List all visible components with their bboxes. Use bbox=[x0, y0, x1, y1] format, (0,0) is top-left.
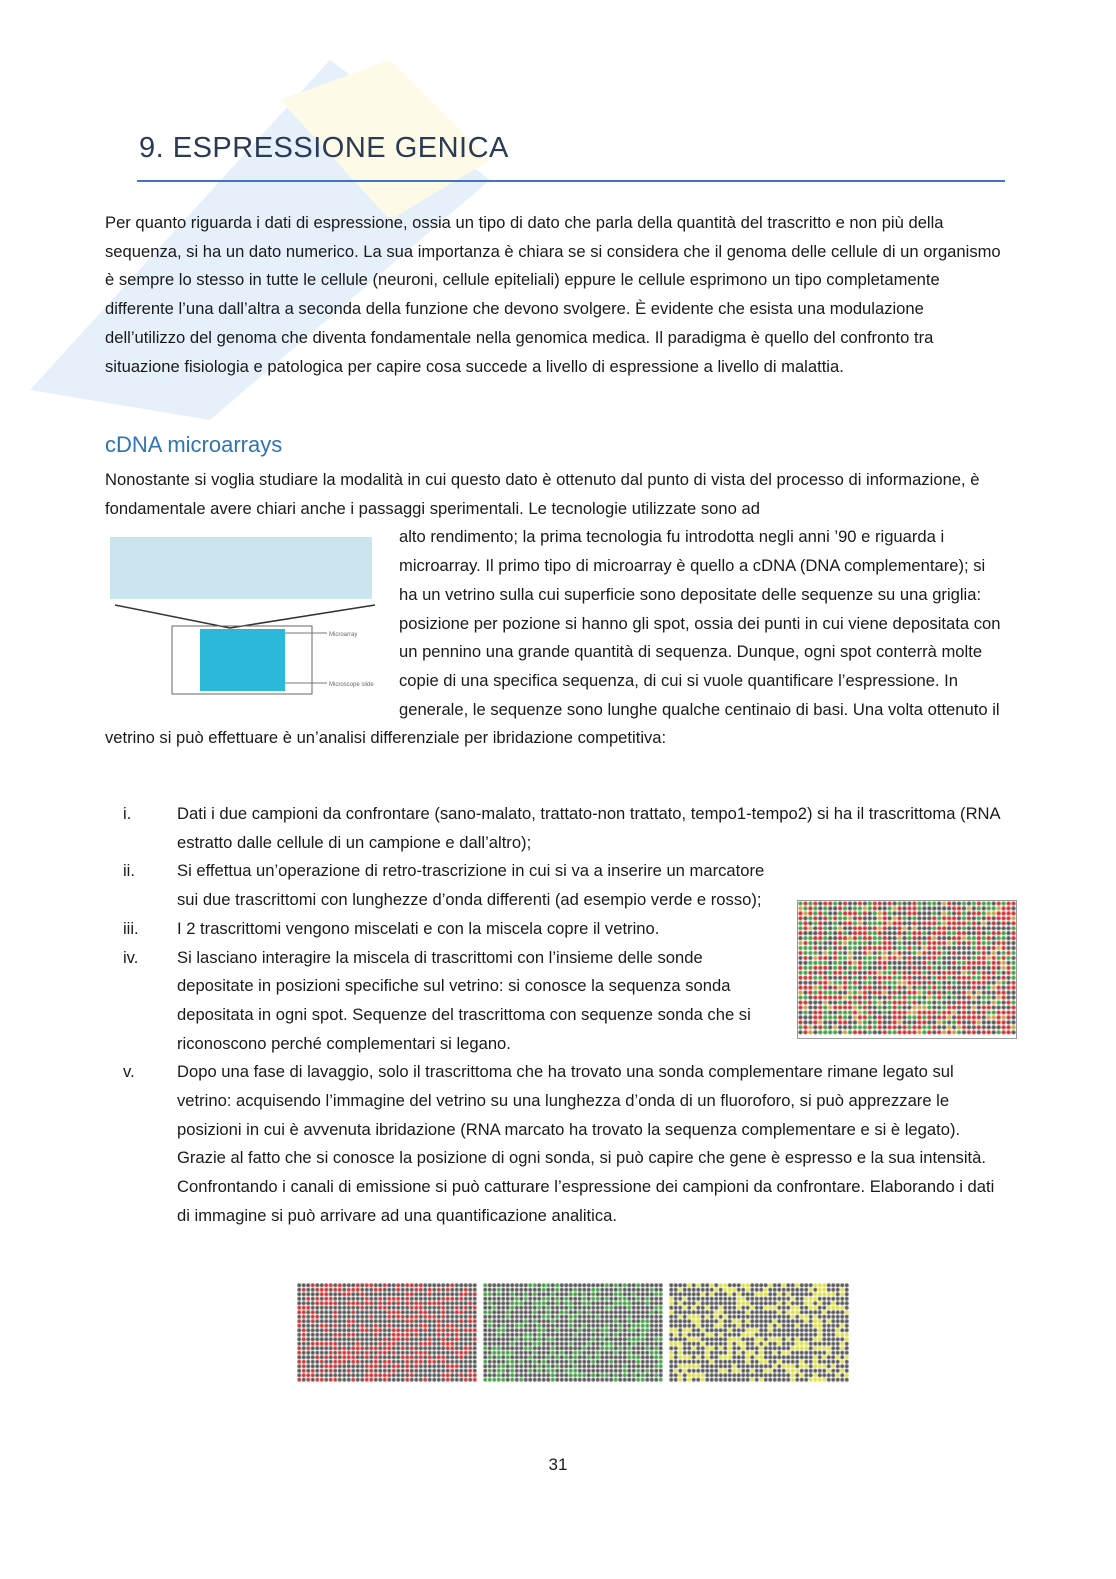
item-number: ii. bbox=[123, 861, 135, 881]
green-channel-image bbox=[483, 1283, 663, 1385]
list-item bbox=[105, 1058, 1005, 1230]
list-item bbox=[105, 800, 1005, 857]
item-text: Dati i due campioni da confrontare (sano-malato, trattato-non trattato, tempo1-tempo2) si ha il trascrittoma (RNA estratto dalle cellule di un campione e dall’altro); bbox=[177, 804, 1000, 852]
microarray-slide-figure bbox=[105, 533, 385, 703]
item-number: iii. bbox=[123, 918, 139, 938]
intro-paragraph: Per quanto riguarda i dati di espressione, ossia un tipo di dato che parla della quantità del trascritto e non più della sequenza, si ha un dato numerico. La sua importanza è chiara se si considera che il genoma delle cellule di un organismo è sempre lo stesso in tutte le cellule (neuroni, cellule epiteliali) eppure le cellule esprimono un tipo completamente differente l’una dall’altra a seconda della funzione che devono svolgere. È evidente che esista una modulazione dell’utilizzo del genoma che diventa fondamentale nella genomica medica. Il paradigma è quello del confronto tra situazione fisiologia e patologica per capire cosa succede a livello di espressione a livello di malattia. bbox=[105, 213, 1001, 376]
section-text-a: Nonostante si voglia studiare la modalità in cui questo dato è ottenuto dal punto di vista del processo di informazione, è fondamentale avere chiari anche i passaggi sperimentali. Le tecnologie utilizzate sono ad bbox=[105, 470, 980, 518]
merged-channel-image bbox=[669, 1283, 849, 1385]
red-channel-image bbox=[297, 1283, 477, 1385]
microarray-channels-figure bbox=[297, 1283, 849, 1385]
title-underline bbox=[137, 180, 1005, 182]
section-heading: cDNA microarrays bbox=[105, 432, 283, 457]
label-slide: Microscope slide bbox=[329, 682, 374, 689]
item-number: iv. bbox=[123, 947, 139, 967]
item-text: I 2 trascrittomi vengono miscelati e con la miscela copre il vetrino. bbox=[177, 918, 660, 938]
item-number: i. bbox=[123, 804, 132, 823]
item-text: Si lasciano interagire la miscela di trascrittomi con l’insieme delle sonde depositate in posizioni specifiche sul vetrino: si conosce la sequenza sonda depositata in ogni spot. Sequenze del trascrittoma con sequenze sonda che si riconoscono perché complementari si legano. bbox=[177, 947, 751, 1053]
item-number: v. bbox=[123, 1062, 135, 1082]
section-text-b: alto rendimento; la prima tecnologia fu introdotta negli anni ’90 e riguarda i microarray. Il primo tipo di microarray è quello a cDNA (DNA complementare); si ha un vetrino sulla cui superficie sono depositate delle sequenze su una griglia: posizione per pozione si hanno gli spot, ossia dei punti in cui viene depositata con un pennino una grande quantità di sequenza. Dunque, ogni spot conterrà molte copie di una specifica sequenza, di cui si vuole quantificare l’espressione. In generale, le sequenze sono lunghe qualche centinaio di basi. Una volta ottenuto il vetrino si può effettuare è un’analisi differenziale per ibridazione competitiva: bbox=[105, 527, 1001, 748]
item-text: Dopo una fase di lavaggio, solo il trascrittoma che ha trovato una sonda complementare rimane legato sul vetrino: acquisendo l’immagine del vetrino su una lunghezza d’onda di un fluoroforo, si può apprezzare le posizioni in cui è avvenuta ibridazione (RNA marcato ha trovato la sequenza complementare e si è legato). Grazie al fatto che si conosce la posizione di ogni sonda, si può capire che gene è espresso e la sua intensità. Confrontando i canali di emissione si può catturare l’espressione dei campioni da confrontare. Elaborando i dati di immagine si può arrivare ad una quantificazione analitica. bbox=[177, 1062, 995, 1225]
page-number: 31 bbox=[548, 1455, 568, 1474]
item-text: Si effettua un’operazione di retro-trascrizione in cui si va a inserire un marcatore sui due trascrittomi con lunghezze d’onda differenti (ad esempio verde e rosso); bbox=[177, 861, 765, 910]
chapter-title: 9. ESPRESSIONE GENICA bbox=[139, 132, 509, 164]
section-paragraph bbox=[105, 466, 1005, 753]
label-microarray: Microarray bbox=[329, 632, 358, 639]
red-green-microarray-image bbox=[797, 900, 1017, 1039]
